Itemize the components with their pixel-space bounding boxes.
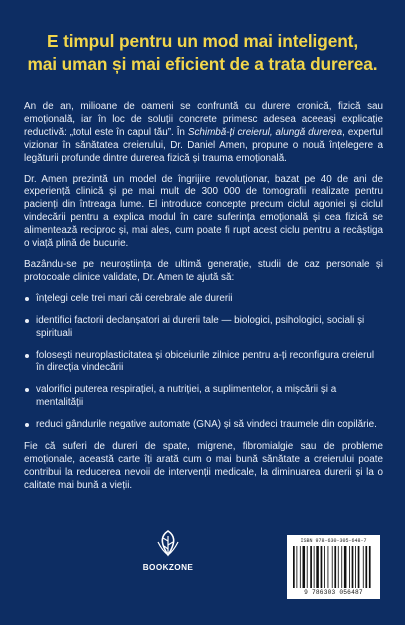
- benefit-item: înțelegi cele trei mari căi cerebrale ale durerii: [24, 293, 383, 306]
- book-title: Schimbă-ți creierul, alungă durerea: [187, 126, 343, 138]
- closing-paragraph: Fie că suferi de dureri de spate, migrene, fibromialgie sau de probleme emoționale, această carte îți arată cum o mai bună sănătate a creierului poate contribui la reducerea nevoii de intervenții medicale, la diminuarea durerii și la o calitate mai bună a vieții.: [24, 441, 383, 491]
- benefit-item: folosești neuroplasticitatea și obiceiurile zilnice pentru a-ți reconfigura creierul în direcția vindecării: [24, 350, 383, 376]
- lead-in-paragraph: Bazându-se pe neuroștiința de ultimă generație, studii de caz personale și protocoale clinice validate, Dr. Amen te ajută să:: [24, 258, 383, 283]
- benefit-list: [24, 293, 383, 432]
- publisher-name: BOOKZONE: [142, 563, 194, 572]
- barcode-bars: [293, 546, 374, 588]
- benefit-item: valorifici puterea respirației, a nutriției, a suplimentelor, a mișcării și a mentalității: [24, 384, 383, 410]
- headline-line-2: mai uman și mai eficient de a trata durerea.: [27, 54, 378, 74]
- intro-text-1: An de an, milioane de oameni se confruntă cu durere cronică, fizică sau emoțională, iar în loc de soluții concrete primesc adesea aceeași explicație reductivă: „totul este în capul tău”. În: [24, 101, 383, 138]
- intro-paragraph: [24, 101, 383, 166]
- intro-text-2: , expertul vizionar în sănătatea creierului, Dr. Daniel Amen, propune o nouă înțelegere a legăturii profunde dintre durerea fizică și trauma emoțională.: [24, 126, 383, 164]
- headline-line-1: E timpul pentru un mod mai inteligent,: [46, 31, 359, 51]
- benefit-item: identifici factorii declanșatori ai durerii tale — biologici, psihologici, sociali și spirituali: [24, 315, 383, 341]
- method-paragraph: Dr. Amen prezintă un model de îngrijire revoluționar, bazat pe 40 de ani de experiență clinică și pe mai mult de 300 000 de tomografii realizate pentru pacienți din întreaga lume. El introduce concepte precum ciclul agoniei și ciclul vindecării pentru a explica modul în care suferința emoțională și cea fizică se alimentează reciproc și, mai ales, cum poate fi rupt acest ciclu pentru a recâștiga o viață plină de bucurie.: [24, 173, 383, 250]
- publisher-logo: [128, 528, 208, 592]
- bookzone-leaf-logo-icon: [153, 528, 183, 558]
- barcode: [287, 535, 380, 599]
- isbn-text: ISBN 978-630-305-648-7: [300, 538, 367, 544]
- barcode-number: 9 786303 056487: [304, 589, 363, 596]
- benefit-item: reduci gândurile negative automate (GNA) și să vindeci traumele din copilărie.: [24, 419, 383, 432]
- blurb: [24, 101, 383, 501]
- headline: [14, 30, 391, 76]
